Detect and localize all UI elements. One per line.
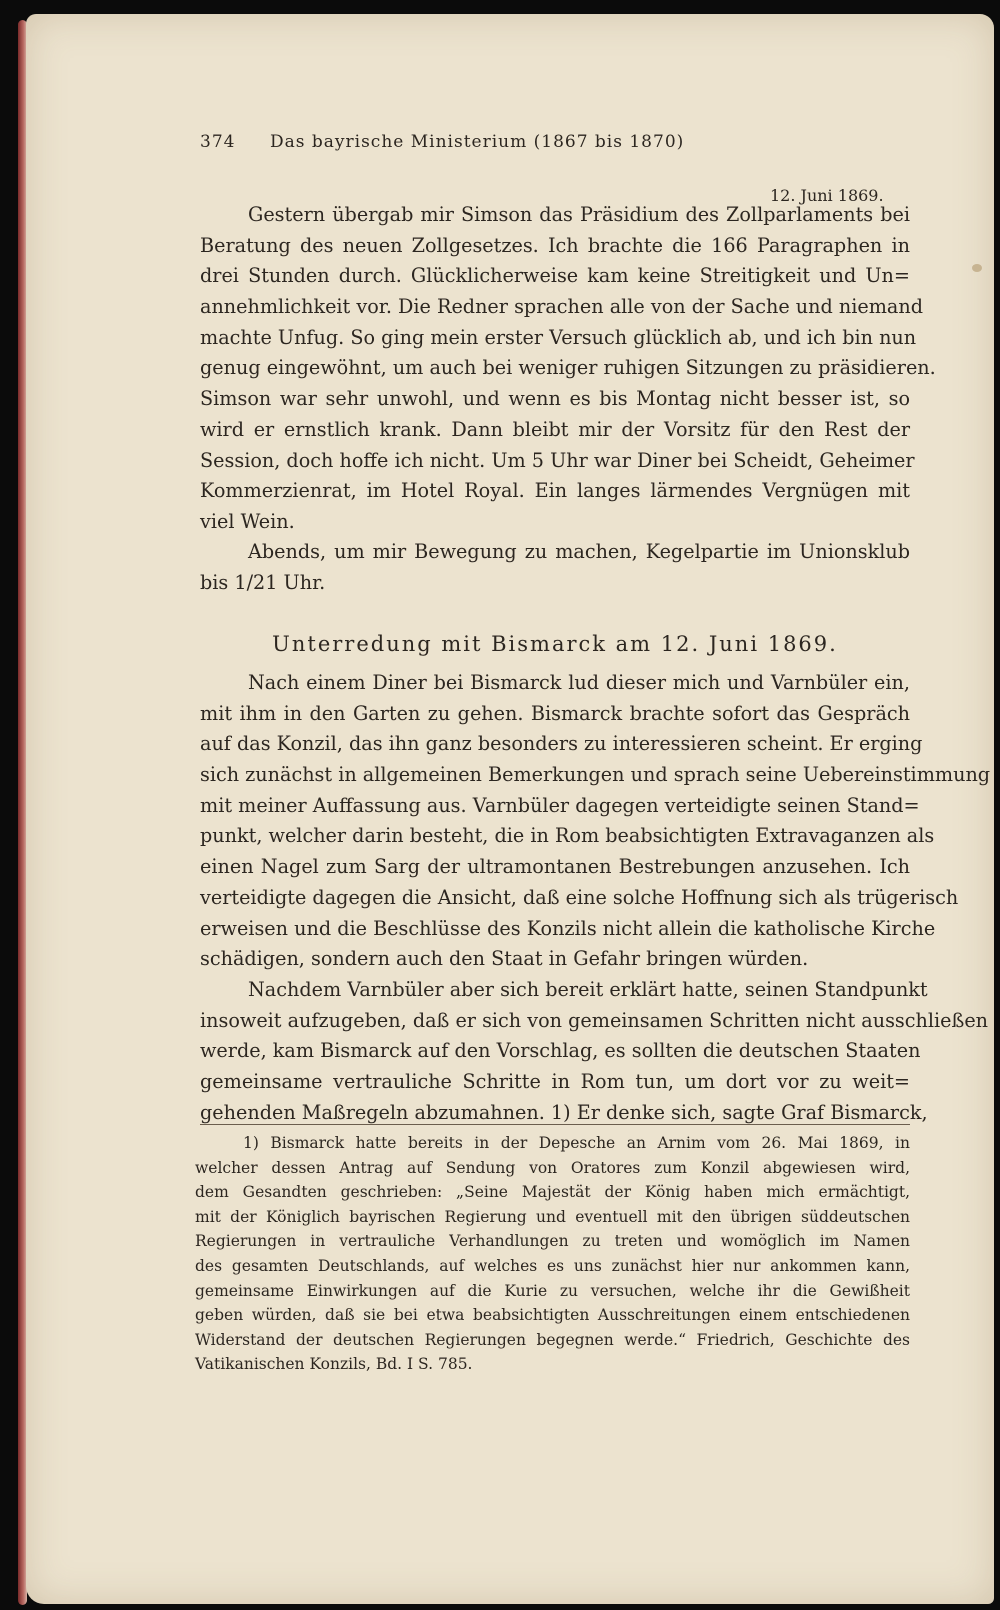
text-line: drei Stunden durch. Glücklicherweise kam keine Streitigkeit und Un= [200,264,910,288]
text-line: insoweit aufzugeben, daß er sich von gemeinsamen Schritten nicht ausschließen [200,1008,989,1032]
text-line: gemeinsame vertrauliche Schritte in Rom tun, um dort vor zu weit= [200,1070,910,1094]
running-title: Das bayrische Ministerium (1867 bis 1870) [270,132,685,152]
footnote-line: welcher dessen Antrag auf Sendung von Oratores zum Konzil abgewiesen wird, [195,1158,910,1177]
text-line: Abends, um mir Bewegung zu machen, Kegelpartie im Unionsklub [248,540,910,563]
text-line: mit ihm in den Garten zu gehen. Bismarck brachte sofort das Gespräch [200,701,910,725]
footnote [195,1131,910,1377]
text-line: annehmlichkeit vor. Die Redner sprachen alle von der Sache und niemand [200,295,924,319]
text-line: Session, doch hoffe ich nicht. Um 5 Uhr war Diner bei Scheidt, Geheimer [200,448,915,472]
text-line: schädigen, sondern auch den Staat in Gefahr bringen würden. [200,947,809,971]
section-heading: Unterredung mit Bismarck am 12. Juni 1869. [272,632,838,656]
page-number: 374 [200,132,236,152]
entry-paragraph-1 [200,200,936,538]
section-paragraph-1 [200,668,991,975]
text-line: machte Unfug. So ging mein erster Versuch glücklich ab, und ich bin nun [200,325,917,349]
entry-paragraph-2 [200,537,910,598]
footnote-line: dem Gesandten geschrieben: „Seine Majestät der König haben mich ermächtigt, [195,1183,910,1202]
footnote-line: gemeinsame Einwirkungen auf die Kurie zu versuchen, welche ihr die Gewißheit [195,1281,910,1300]
text-line: verteidigte dagegen die Ansicht, daß eine solche Hoffnung sich als trügerisch [200,885,959,909]
footnote-line: des gesamten Deutschlands, auf welches es uns zunächst hier nur ankommen kann, [195,1256,910,1275]
entry-date: 12. Juni 1869. [770,186,884,205]
text-line: Gestern übergab mir Simson das Präsidium des Zollparlaments bei [248,203,910,226]
text-line: werde, kam Bismarck auf den Vorschlag, es sollten die deutschen Staaten [200,1039,921,1063]
footnote-line: Regierungen in vertrauliche Verhandlungen zu treten und womöglich im Namen [195,1232,910,1251]
text-line: mit meiner Auffassung aus. Varnbüler dagegen verteidigte seinen Stand= [200,793,920,817]
text-line: punkt, welcher darin besteht, die in Rom beabsichtigten Extravaganzen als [200,824,935,848]
text-line: gehenden Maßregeln abzumahnen. 1) Er denke sich, sagte Graf Bismarck, [200,1100,928,1124]
text-line: viel Wein. [200,509,295,533]
footnote-line: 1) Bismarck hatte bereits in der Depesche an Arnim vom 26. Mai 1869, in [243,1134,910,1152]
section-paragraph-2 [200,975,989,1128]
text-line: Kommerzienrat, im Hotel Royal. Ein langes lärmendes Vergnügen mit [200,479,910,503]
text-line: genug eingewöhnt, um auch bei weniger ruhigen Sitzungen zu präsidieren. [200,356,936,380]
text-line: auf das Konzil, das ihn ganz besonders zu interessieren scheint. Er erging [200,732,923,756]
text-line: wird er ernstlich krank. Dann bleibt mir der Vorsitz für den Rest der [200,417,910,441]
text-line: Nachdem Varnbüler aber sich bereit erklärt hatte, seinen Standpunkt [248,978,928,1001]
footnote-rule [200,1124,910,1125]
text-line: Nach einem Diner bei Bismarck lud dieser mich und Varnbüler ein, [248,671,910,694]
footnote-line: mit der Königlich bayrischen Regierung und eventuell mit den übrigen süddeutschen [195,1207,910,1226]
text-line: sich zunächst in allgemeinen Bemerkungen und sprach seine Uebereinstimmung [200,763,991,787]
text-line: erweisen und die Beschlüsse des Konzils nicht allein die katholische Kirche [200,916,936,940]
text-line: bis 1/21 Uhr. [200,570,326,594]
footnote-line: geben würden, daß sie bei etwa beabsichtigten Ausschreitungen einem entschiedenen [195,1306,910,1325]
footnote-line: Vatikanischen Konzils, Bd. I S. 785. [195,1355,473,1374]
running-header [200,132,790,152]
footnote-line: Widerstand der deutschen Regierungen begegnen werde.“ Friedrich, Geschichte des [195,1330,910,1349]
text-line: Beratung des neuen Zollgesetzes. Ich brachte die 166 Paragraphen in [200,233,910,257]
text-line: Simson war sehr unwohl, und wenn es bis Montag nicht besser ist, so [200,387,910,411]
text-line: einen Nagel zum Sarg der ultramontanen Bestrebungen anzusehen. Ich [200,855,910,879]
paper-stain [972,264,982,272]
